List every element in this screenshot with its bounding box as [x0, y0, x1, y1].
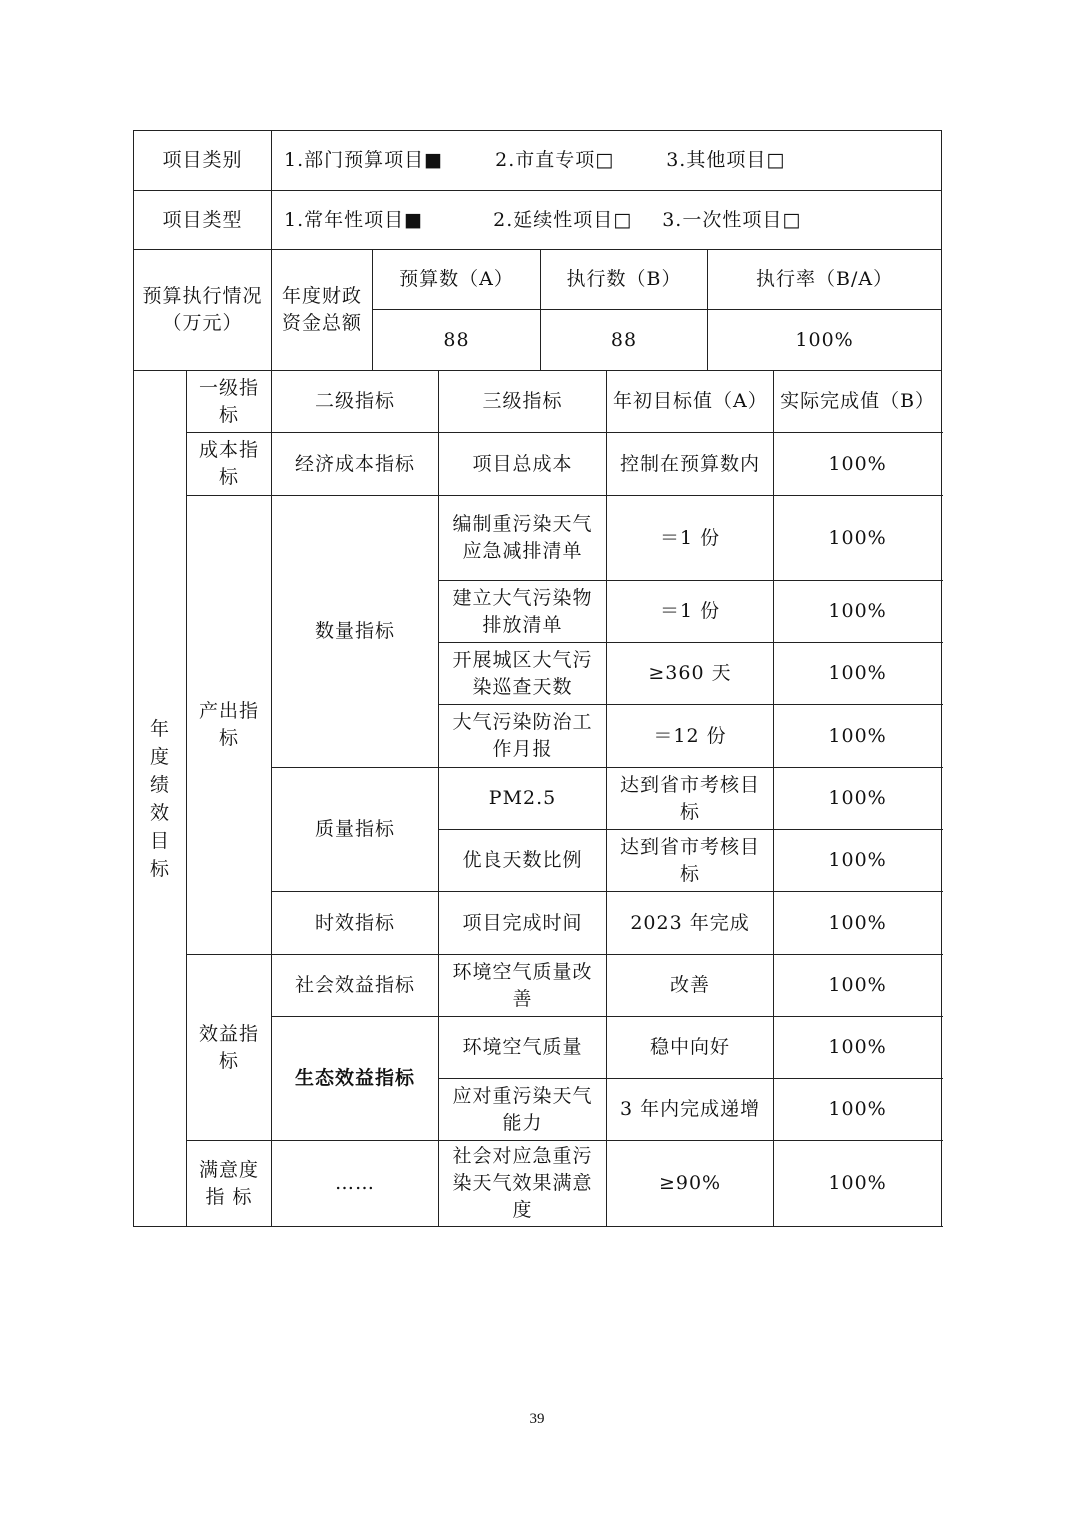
budget-header-row	[134, 250, 942, 310]
eco-name-2: 应对重污染天气能力	[439, 1079, 607, 1141]
satisfaction-level1: 满意度指 标	[187, 1141, 272, 1227]
quantity-label: 数量指标	[272, 496, 439, 768]
type-option-3: 3.一次性项目□	[662, 208, 802, 231]
budget-label: 预算执行情况（万元）	[134, 250, 272, 371]
eco-name-1: 环境空气质量	[439, 1017, 607, 1079]
quantity-name-2: 建立大气污染物排放清单	[439, 581, 607, 643]
social-actual: 100%	[774, 955, 942, 1017]
satisfaction-target: ≥90%	[607, 1141, 774, 1227]
quality-name-2: 优良天数比例	[439, 830, 607, 892]
project-category-options	[272, 131, 942, 191]
quantity-name-3: 开展城区大气污染巡查天数	[439, 643, 607, 705]
quantity-target-1: ＝1 份	[607, 496, 774, 581]
quantity-actual-1: 100%	[774, 496, 942, 581]
project-type-label: 项目类型	[134, 191, 272, 250]
quality-target-1: 达到省市考核目标	[607, 768, 774, 830]
budget-sublabel: 年度财政资金总额	[272, 250, 373, 371]
header-level3: 三级指标	[439, 371, 607, 433]
quantity-target-2: ＝1 份	[607, 581, 774, 643]
annual-goal-side-label: 年 度 绩 效 目 标	[134, 371, 187, 1227]
eco-target-2: 3 年内完成递增	[607, 1079, 774, 1141]
quality-actual-1: 100%	[774, 768, 942, 830]
quantity-target-4: ＝12 份	[607, 705, 774, 768]
project-type-row	[134, 191, 942, 250]
quality-name-1: PM2.5	[439, 768, 607, 830]
header-target: 年初目标值（A）	[607, 371, 774, 433]
cost-level3: 项目总成本	[439, 433, 607, 496]
header-actual: 实际完成值（B）	[774, 371, 942, 433]
quality-label: 质量指标	[272, 768, 439, 892]
timeliness-actual: 100%	[774, 892, 942, 955]
timeliness-name: 项目完成时间	[439, 892, 607, 955]
eco-actual-2: 100%	[774, 1079, 942, 1141]
goal-header-row	[134, 371, 942, 433]
performance-goal-table	[133, 130, 942, 1227]
quality-actual-2: 100%	[774, 830, 942, 892]
quantity-name-4: 大气污染防治工作月报	[439, 705, 607, 768]
category-option-1: 1.部门预算项目■	[284, 149, 444, 171]
budget-value-rate: 100%	[708, 310, 942, 371]
type-option-1: 1.常年性项目■	[284, 208, 424, 231]
quantity-name-1: 编制重污染天气应急减排清单	[439, 496, 607, 581]
table-row	[134, 1141, 942, 1227]
eco-label: 生态效益指标	[272, 1017, 439, 1141]
timeliness-target: 2023 年完成	[607, 892, 774, 955]
page-number: 39	[529, 1411, 545, 1427]
cost-target: 控制在预算数内	[607, 433, 774, 496]
timeliness-label: 时效指标	[272, 892, 439, 955]
quantity-actual-4: 100%	[774, 705, 942, 768]
quantity-actual-2: 100%	[774, 581, 942, 643]
project-category-row	[134, 131, 942, 191]
budget-value-a: 88	[373, 310, 541, 371]
cost-level2: 经济成本指标	[272, 433, 439, 496]
satisfaction-name: 社会对应急重污染天气效果满意度	[439, 1141, 607, 1227]
eco-actual-1: 100%	[774, 1017, 942, 1079]
category-option-2: 2.市直专项□	[495, 149, 615, 171]
cost-level1: 成本指标	[187, 433, 272, 496]
satisfaction-actual: 100%	[774, 1141, 942, 1227]
table-row	[134, 496, 942, 581]
satisfaction-level2: ……	[272, 1141, 439, 1227]
table-row	[134, 955, 942, 1017]
project-type-options	[272, 191, 942, 250]
project-category-label: 项目类别	[134, 131, 272, 191]
header-level2: 二级指标	[272, 371, 439, 433]
quantity-actual-3: 100%	[774, 643, 942, 705]
social-label: 社会效益指标	[272, 955, 439, 1017]
budget-header-b: 执行数（B）	[541, 250, 708, 310]
category-option-3: 3.其他项目□	[666, 149, 786, 171]
quality-target-2: 达到省市考核目标	[607, 830, 774, 892]
social-name: 环境空气质量改善	[439, 955, 607, 1017]
quantity-target-3: ≥360 天	[607, 643, 774, 705]
type-option-2: 2.延续性项目□	[493, 208, 633, 231]
budget-header-a: 预算数（A）	[373, 250, 541, 310]
table-row	[134, 433, 942, 496]
budget-header-rate: 执行率（B/A）	[708, 250, 942, 310]
output-level1: 产出指标	[187, 496, 272, 955]
eco-target-1: 稳中向好	[607, 1017, 774, 1079]
header-level1: 一级指标	[187, 371, 272, 433]
cost-actual: 100%	[774, 433, 942, 496]
performance-table-container	[133, 130, 941, 1227]
benefit-level1: 效益指标	[187, 955, 272, 1141]
budget-value-b: 88	[541, 310, 708, 371]
social-target: 改善	[607, 955, 774, 1017]
